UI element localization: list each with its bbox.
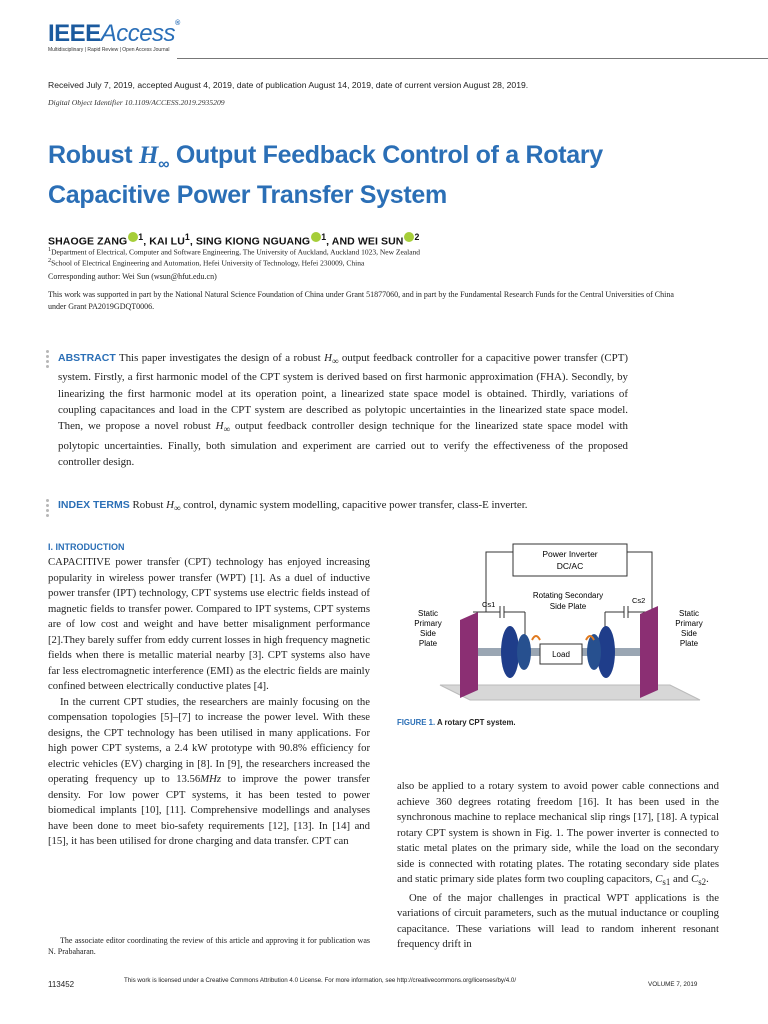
cs2-label: Cs2 (632, 596, 646, 605)
doi: Digital Object Identifier 10.1109/ACCESS.2019.2935209 (48, 98, 225, 107)
author-list: SHAOGE ZANG $^1$, KAI $LU^1$, SING KIONG NGUANG $^1$, AND WEI SUN $^2$ (48, 232, 420, 248)
static-plate-label: Static (678, 609, 700, 618)
cs1-label: Cs1 (482, 600, 496, 609)
header-rule (177, 58, 768, 59)
page-number: 113452 (48, 980, 75, 989)
orcid-icon[interactable] (404, 232, 414, 242)
section-heading: I. INTRODUCTION (48, 542, 125, 552)
paragraph: In the current CPT studies, the researchers are mainly focusing on the compensation topologies [5]–[7] to increase the power level. With these designs, the CPT technology has been utilised in many applications. For high power CPT systems, a 2.4 kW prototype with 90.8% efficiency for electric vehicles (EV) charging in [8]. In [9], the researchers increased the operating frequency up to 13.56MHz to improve the power transfer density. For low power CPT systems, it has been tested to power biomedical implants [10], [11]. Comprehensive modellings and analyses have been done to meet bio-safety requirements [12], [13]. In [14] and [15], it has been utilised for drone charging and data transfer. CPT can (48, 695, 370, 847)
figure-caption: FIGURE 1. A rotary CPT system. (397, 718, 516, 727)
abstract-dots-icon (46, 350, 52, 370)
volume-info: VOLUME 7, 2019 (648, 981, 698, 988)
license-note: This work is licensed under a Creative Commons Attribution 4.0 License. For more information, see http://creativecommons.org/licenses/by/4.0/ (124, 977, 517, 984)
received-dates: Received July 7, 2019, accepted August 4, 2019, date of publication August 14, 2019, date of current version August 28, 2019. (48, 80, 529, 90)
rotating-plate-label: Side Plate (549, 602, 587, 611)
index-terms-label: INDEX TERMS (58, 499, 130, 511)
orcid-icon[interactable] (311, 232, 321, 242)
static-plate-label: Static (417, 609, 439, 618)
abstract-label: ABSTRACT (58, 352, 116, 364)
journal-tagline: Multidisciplinary | Rapid Review | Open Access Journal (48, 47, 170, 53)
journal-name: Access (100, 20, 176, 47)
editor-footnote: The associate editor coordinating the review of this article and approving it for publication was N. Prabaharan. (48, 936, 370, 956)
static-plate-label: Side (419, 629, 437, 638)
rotating-plate-label: Rotating Secondary (532, 591, 604, 600)
paper-title: Robust $H_\infty$ Output Feedback Control of a Rotary Capacitive Power Transfer System (48, 141, 603, 209)
journal-brand: IEEE (48, 20, 101, 47)
abstract: ABSTRACT This paper investigates the design of a robust $H_\infty$ output feedback controller for a capacitive power transfer (CPT) system. Firstly, a first harmonic model of the CPT system is derived based on first harmonic approximation (FHA). Secondly, by linearizing the first harmonic model at its operation point, a linearized state space model is obtained. Thirdly, variations of coupling capacitances and load in the CPT system are described as polytopic uncertainties in the linearized state space model. Then, we propose a novel robust $H_\infty$ output feedback controller design technique for the linearized state space model with polytopic uncertainties. Finally, both simulation and experiment are carried out to verify the effectiveness of the proposed controller design. (58, 352, 628, 469)
static-plate-label: Plate (418, 639, 438, 648)
load-label: Load (552, 650, 570, 659)
corresponding-author: Corresponding author: Wei Sun (wsun@hfut.edu.cn) (48, 272, 217, 281)
body-left-column (48, 555, 370, 850)
index-terms: INDEX TERMS Robust $H_\infty$ control, dynamic system modelling, capacitive power transfer, class-E inverter. (58, 499, 528, 514)
affiliation-1: $^1$Department of Electrical, Computer and Software Engineering, The University of Auckland, Auckland 1023, New Zealand (48, 246, 421, 257)
static-plate-label: Primary (675, 619, 703, 628)
paragraph: CAPACITIVE power transfer (CPT) technology has enjoyed increasing popularity in wireless power transfer (WPT) [1]. As a duel of inductive power transfer (IPT) technology, CPT systems use electric fields instead of magnetic fields to transfer power. Compared to IPT systems, CPT systems are of low cost and weight and have better misalignment performance [2].They barely suffer from eddy current losses in high frequency magnetic fields when there is metallic material nearby [3]. CPT systems also have far less electromagnetic interference (EMI) as the electric fields are mainly confined between electrically conductive plates [4]. (48, 556, 370, 692)
rotary-cpt-figure (400, 540, 720, 710)
affiliation-2: $^2$School of Electrical Engineering and Automation, Hefei University of Technology, Hefei 230009, China (48, 257, 365, 268)
static-plate-label: Side (680, 629, 698, 638)
journal-logo: IEEEAccess® (48, 20, 180, 47)
index-dots-icon (46, 499, 52, 519)
static-plate-label: Plate (679, 639, 699, 648)
paragraph: also be applied to a rotary system to avoid power cable connections and achieve 360 degrees rotating freedom [16]. It has been used in the synchronous machine to replace mechanical slip rings [17], [18]. A typical rotary CPT system is shown in Fig. 1. The power inverter is connected to static metal plates on the primary side, while the load on the secondary side is connected with rotating plates. The rotating secondary side plates and static primary side plates form two coupling capacitors, $C_{s1}$ and $C_{s2}$. (397, 780, 719, 888)
funding-statement: This work was supported in part by the National Natural Science Foundation of China under Grant 51877060, and in part by the Fundamental Research Funds for the Central Universities of China under Grant PA2019GDQT0006. (48, 290, 674, 311)
static-plate-label: Primary (414, 619, 442, 628)
orcid-icon[interactable] (128, 232, 138, 242)
inverter-label: DC/AC (556, 561, 584, 571)
inverter-label: Power Inverter (542, 549, 598, 559)
body-right-column (397, 779, 719, 953)
paragraph: One of the major challenges in practical WPT applications is the variations of circuit parameters, such as the mutual inductance or coupling capacitance. These variations will lead to random inherent resonant frequency drift in (397, 891, 719, 951)
